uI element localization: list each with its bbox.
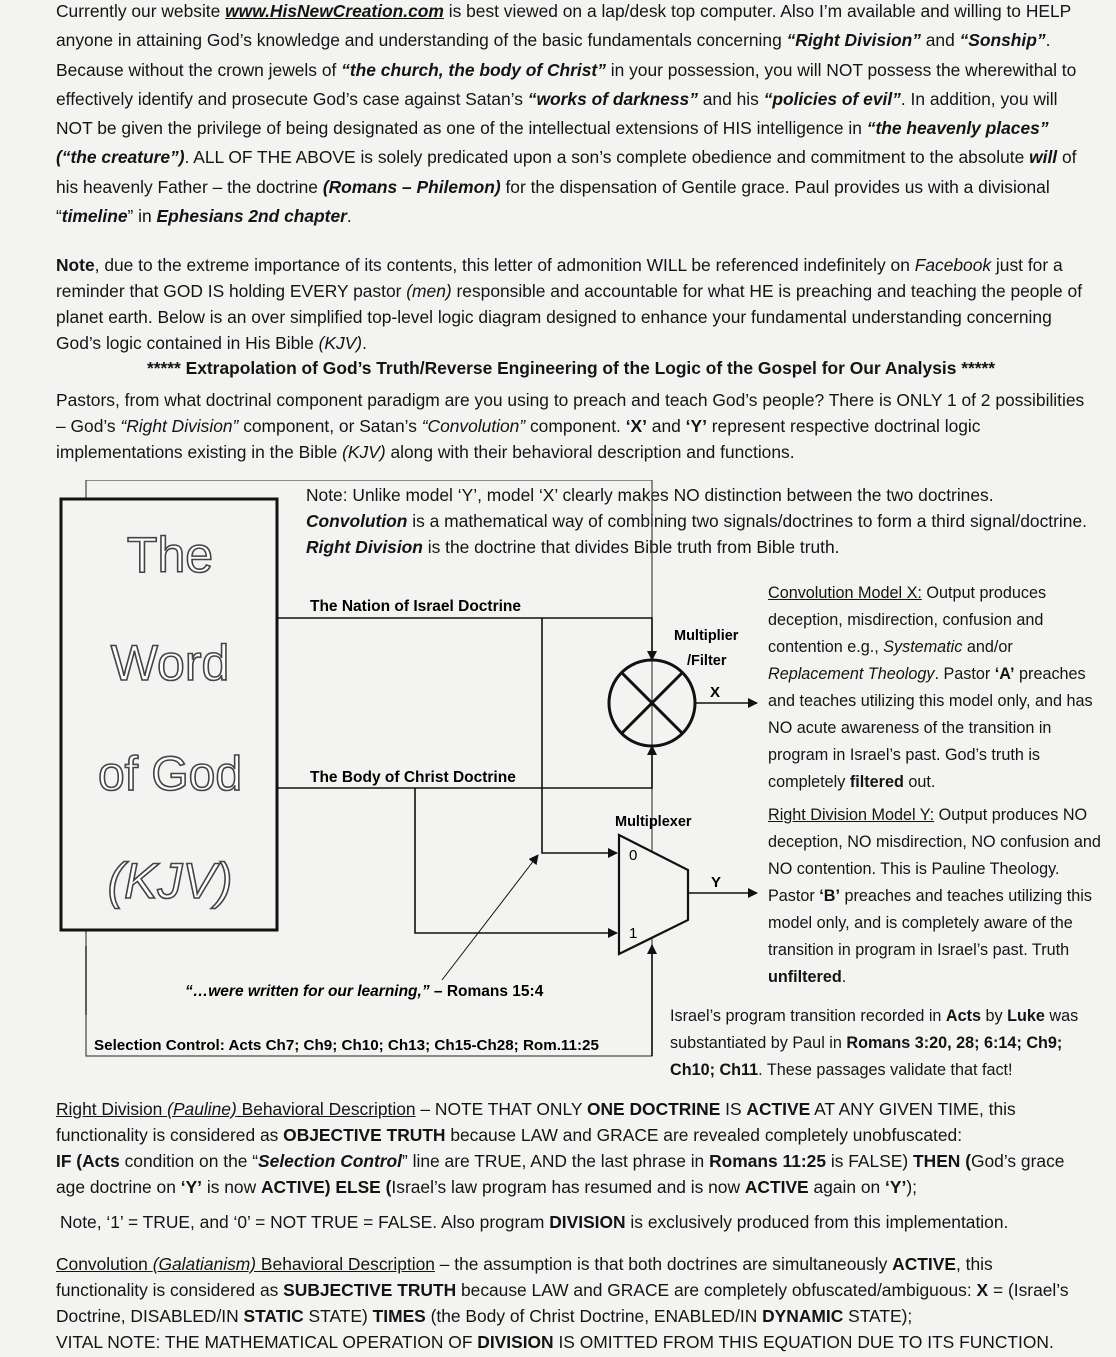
text-run: ‘X’ bbox=[625, 416, 647, 436]
text-run: . bbox=[346, 206, 352, 227]
text-run: is FALSE) bbox=[826, 1151, 914, 1171]
text-run: in your possession, you will NOT possess the wherewithal to effectively identify and prosecute God’s case against Satan’s bbox=[56, 59, 1077, 109]
text-run: STATIC bbox=[243, 1306, 304, 1326]
text-run: ACTIVE bbox=[892, 1254, 956, 1274]
body-doctrine-label: The Body of Christ Doctrine bbox=[310, 769, 516, 786]
text-run: IS OMITTED FROM THIS EQUATION DUE TO ITS FUNCTION. bbox=[553, 1332, 1054, 1352]
text-run: . These passages validate that fact! bbox=[758, 1061, 1013, 1079]
text-run: “policies of evil” bbox=[763, 88, 901, 109]
word-line-2: Word bbox=[110, 635, 230, 691]
text-run: (Pauline) bbox=[167, 1099, 237, 1119]
text-run: Acts bbox=[945, 1007, 982, 1025]
text-run: Facebook bbox=[914, 255, 992, 275]
quote-reference: – Romans 15:4 bbox=[429, 983, 544, 1000]
text-run: (Galatianism) bbox=[152, 1254, 257, 1274]
text-run: STATE); bbox=[843, 1306, 913, 1326]
text-run: preaches and teaches utilizing this model only, and has NO acute awareness of the transition in program in Israel’s past. God’s truth is completely bbox=[768, 665, 1093, 791]
selection-control-label: Selection Control: Acts Ch7; Ch9; Ch10; Ch13; Ch15-Ch28; Rom.11:25 bbox=[94, 1037, 599, 1054]
text-run: again on bbox=[808, 1177, 886, 1197]
text-run: (Romans – Philemon) bbox=[322, 176, 501, 197]
section-heading: ***** Extrapolation of God’s Truth/Reverse Engineering of the Logic of the Gospel for Our Analysis ***** bbox=[146, 358, 996, 378]
text-run: Israel’s law program has resumed and is now bbox=[391, 1177, 745, 1197]
text-run: condition on the “ bbox=[119, 1151, 259, 1171]
text-run: Romans 3:20, 28; 6:14; Ch9; Ch10; Ch11 bbox=[670, 1034, 1063, 1079]
rd-desc-title bbox=[56, 1099, 416, 1119]
text-run: ACTIVE bbox=[744, 1177, 809, 1197]
word-line-4: (KJV) bbox=[107, 853, 233, 909]
text-run: = (Israel’s Doctrine, DISABLED/IN bbox=[56, 1280, 1069, 1326]
filter-label: /Filter bbox=[687, 653, 727, 669]
truth-note-line bbox=[60, 1208, 1090, 1237]
text-run: . bbox=[841, 968, 847, 986]
website-link[interactable]: www.HisNewCreation.com bbox=[225, 1, 444, 21]
text-run: and bbox=[920, 30, 960, 51]
text-run: is the doctrine that divides Bible truth from Bible truth. bbox=[422, 537, 840, 557]
text-run: . In addition, you will NOT be given the privilege of being designated as one of the intellectual extensions of HIS intelligence in bbox=[56, 88, 1058, 139]
text-run: Pastors, from what doctrinal component paradigm are you using to preach and teach God’s people? There is ONLY 1 of 2 possibilities – God’s bbox=[56, 390, 1085, 436]
text-run: Romans 11:25 bbox=[709, 1151, 827, 1171]
text-run: by bbox=[981, 1007, 1008, 1025]
word-line-1: The bbox=[126, 527, 214, 583]
text-run: Note: Unlike model ‘Y’, model ‘X’ clearly makes NO distinction between the two doctrines. bbox=[306, 485, 994, 505]
text-run: preaches and teaches utilizing this model only, and is completely aware of the transition in program in Israel’s past. Truth bbox=[768, 887, 1092, 959]
text-run: IS bbox=[720, 1099, 747, 1119]
mux-input-0: 0 bbox=[629, 847, 638, 864]
text-run: . Because without the crown jewels of bbox=[56, 30, 1051, 80]
text-run: of his heavenly Father – the doctrine bbox=[56, 147, 1077, 197]
text-run: “Right Division” bbox=[120, 416, 239, 436]
text-run: just for a reminder that GOD IS holding EVERY pastor bbox=[56, 255, 1063, 301]
text-run: component, or Satan’s bbox=[238, 416, 422, 436]
transition-note bbox=[670, 1003, 1104, 1084]
text-run: ACTIVE bbox=[746, 1099, 811, 1119]
x-output-label: X bbox=[710, 684, 721, 701]
text-run: Selection Control bbox=[258, 1151, 403, 1171]
text-run: Convolution bbox=[56, 1254, 153, 1274]
text-run: AT ANY GIVEN TIME, this functionality is considered as bbox=[56, 1099, 1016, 1145]
text-run: (the Body of Christ Doctrine, ENABLED/IN bbox=[425, 1306, 763, 1326]
text-run: ‘Y’ bbox=[685, 416, 707, 436]
conv-desc-title bbox=[56, 1254, 435, 1274]
text-run: along with their behavioral description and functions. bbox=[385, 442, 795, 462]
text-run: is a mathematical way of combining two signals/doctrines to form a third signal/doctrine. bbox=[407, 511, 1087, 531]
text-run: Systematic bbox=[883, 638, 963, 656]
text-run: DYNAMIC bbox=[762, 1306, 844, 1326]
text-run: Note bbox=[56, 255, 95, 275]
text-run: ACTIVE) ELSE ( bbox=[260, 1177, 392, 1197]
text-run: ” line are TRUE, AND the last phrase in bbox=[402, 1151, 710, 1171]
text-run: and bbox=[646, 416, 686, 436]
pastors-paragraph bbox=[56, 387, 1086, 465]
text-run: – the assumption is that both doctrines are simultaneously bbox=[434, 1254, 893, 1274]
text-run: TIMES bbox=[372, 1306, 426, 1326]
text-run: Behavioral Description bbox=[256, 1254, 435, 1274]
text-run: Israel’s program transition recorded in bbox=[670, 1007, 946, 1025]
body-to-mux-wire bbox=[415, 788, 617, 933]
text-run: because LAW and GRACE are revealed completely unobfuscated: bbox=[445, 1125, 963, 1145]
intro-paragraph bbox=[56, 0, 1086, 231]
text-run: (KJV) bbox=[342, 442, 386, 462]
mux-input-1: 1 bbox=[629, 925, 638, 942]
text-run: filtered bbox=[849, 773, 904, 791]
text-run: , this functionality is considered as bbox=[56, 1254, 993, 1300]
text-run: “Sonship” bbox=[959, 30, 1046, 51]
text-run: . Pastor bbox=[934, 665, 995, 683]
text-run: “the heavenly places” bbox=[866, 118, 1049, 139]
text-run: Behavioral Description bbox=[236, 1099, 416, 1119]
right-division-description bbox=[56, 1096, 1086, 1200]
text-run: STATE) bbox=[303, 1306, 373, 1326]
text-run: ‘B’ bbox=[819, 887, 840, 905]
text-run: Replacement Theology bbox=[768, 665, 935, 683]
text-run: (“the creature”) bbox=[56, 147, 185, 168]
text-run: unfiltered bbox=[768, 968, 842, 986]
text-run: Right Division bbox=[306, 537, 423, 557]
text-run: God’s grace age doctrine on bbox=[56, 1151, 1065, 1197]
text-run: timeline bbox=[61, 206, 128, 227]
text-run: because LAW and GRACE are completely obfuscated/ambiguous: bbox=[456, 1280, 977, 1300]
text-run: ONE DOCTRINE bbox=[586, 1099, 721, 1119]
text-run: (men) bbox=[406, 281, 452, 301]
text-run: Luke bbox=[1007, 1007, 1045, 1025]
text-run: X bbox=[976, 1280, 989, 1300]
text-run: “works of darkness” bbox=[527, 88, 698, 109]
text-run: is best viewed on a lap/desk top computer. Also I’m available and willing to HELP anyone in attaining God’s knowledge and understanding of the basic fundamentals concerning bbox=[56, 1, 1071, 51]
text-run: (KJV) bbox=[318, 333, 363, 353]
text-run: was substantiated by Paul in bbox=[670, 1007, 1079, 1052]
text-run: will bbox=[1029, 147, 1058, 168]
israel-doctrine-label: The Nation of Israel Doctrine bbox=[310, 598, 522, 615]
text-run: DIVISION bbox=[549, 1212, 626, 1232]
text-run: out. bbox=[903, 773, 936, 791]
text-run: is exclusively produced from this implementation. bbox=[625, 1212, 1009, 1232]
text-run: VITAL NOTE: THE MATHEMATICAL OPERATION OF bbox=[56, 1332, 478, 1352]
multiplier-label: Multiplier bbox=[674, 628, 739, 644]
text-run: ” in bbox=[127, 206, 157, 227]
text-run: Currently our website bbox=[56, 1, 226, 21]
word-line-3: of God bbox=[97, 748, 243, 801]
text-run: for the dispensation of Gentile grace. Paul provides us with a divisional “ bbox=[56, 176, 1050, 227]
text-run: responsible and accountable for what HE is preaching and teaching the people of planet earth. Below is an over simplified top-level logic diagram designed to enhance your fundamental understanding concerning God’s logic contained in His Bible bbox=[56, 281, 1083, 353]
text-run: – NOTE THAT ONLY bbox=[415, 1099, 587, 1119]
convolution-description bbox=[56, 1251, 1086, 1355]
text-run: ‘Y’ bbox=[180, 1177, 202, 1197]
y-output-label: Y bbox=[711, 874, 722, 891]
text-run: ‘A’ bbox=[994, 665, 1015, 683]
text-run: ‘Y’ bbox=[885, 1177, 907, 1197]
model-x-title: Convolution Model X: bbox=[768, 584, 922, 602]
text-run: SUBJECTIVE TRUTH bbox=[283, 1280, 457, 1300]
text-run: component. bbox=[525, 416, 626, 436]
text-run: and/or bbox=[962, 638, 1013, 656]
text-run: Output produces deception, misdirection, confusion and contention e.g., bbox=[768, 584, 1047, 656]
text-run: is now bbox=[202, 1177, 261, 1197]
learning-quote bbox=[185, 983, 544, 1000]
quote-text: “…were written for our learning,” bbox=[185, 983, 430, 1000]
text-run: Output produces NO deception, NO misdirection, NO confusion and NO contention. This is Pauline Theology. Pastor bbox=[768, 806, 1101, 905]
text-run: represent respective doctrinal logic implementations existing in the Bible bbox=[56, 416, 981, 462]
text-run: and his bbox=[697, 88, 764, 109]
multiplexer-label: Multiplexer bbox=[615, 814, 692, 830]
israel-to-multiplier-wire bbox=[277, 618, 652, 660]
text-run: “the church, the body of Christ” bbox=[341, 59, 606, 80]
text-run: . bbox=[362, 333, 367, 353]
text-run: Convolution bbox=[306, 511, 408, 531]
text-run: , due to the extreme importance of its contents, this letter of admonition WILL be referenced indefinitely on bbox=[94, 255, 915, 275]
text-run: OBJECTIVE TRUTH bbox=[283, 1125, 446, 1145]
quote-pointer-arrow bbox=[442, 855, 538, 980]
text-run: IF (Acts bbox=[56, 1151, 120, 1171]
text-run: DIVISION bbox=[477, 1332, 554, 1352]
text-run: THEN ( bbox=[913, 1151, 971, 1171]
text-run: Right Division bbox=[56, 1099, 168, 1119]
model-y-description bbox=[768, 802, 1104, 991]
text-run: “Right Division” bbox=[786, 30, 921, 51]
text-run: “Convolution” bbox=[421, 416, 526, 436]
text-run: ); bbox=[906, 1177, 917, 1197]
text-run: Ephesians 2nd chapter bbox=[156, 206, 347, 227]
note-paragraph bbox=[56, 252, 1086, 356]
model-y-title: Right Division Model Y: bbox=[768, 806, 935, 824]
text-run: Note, ‘1’ = TRUE, and ‘0’ = NOT TRUE = FALSE. Also program bbox=[60, 1212, 550, 1232]
israel-to-mux-wire bbox=[542, 618, 617, 853]
model-x-description bbox=[768, 580, 1104, 796]
text-run: . ALL OF THE ABOVE is solely predicated upon a son’s complete obedience and commitment to the absolute bbox=[184, 147, 1030, 168]
